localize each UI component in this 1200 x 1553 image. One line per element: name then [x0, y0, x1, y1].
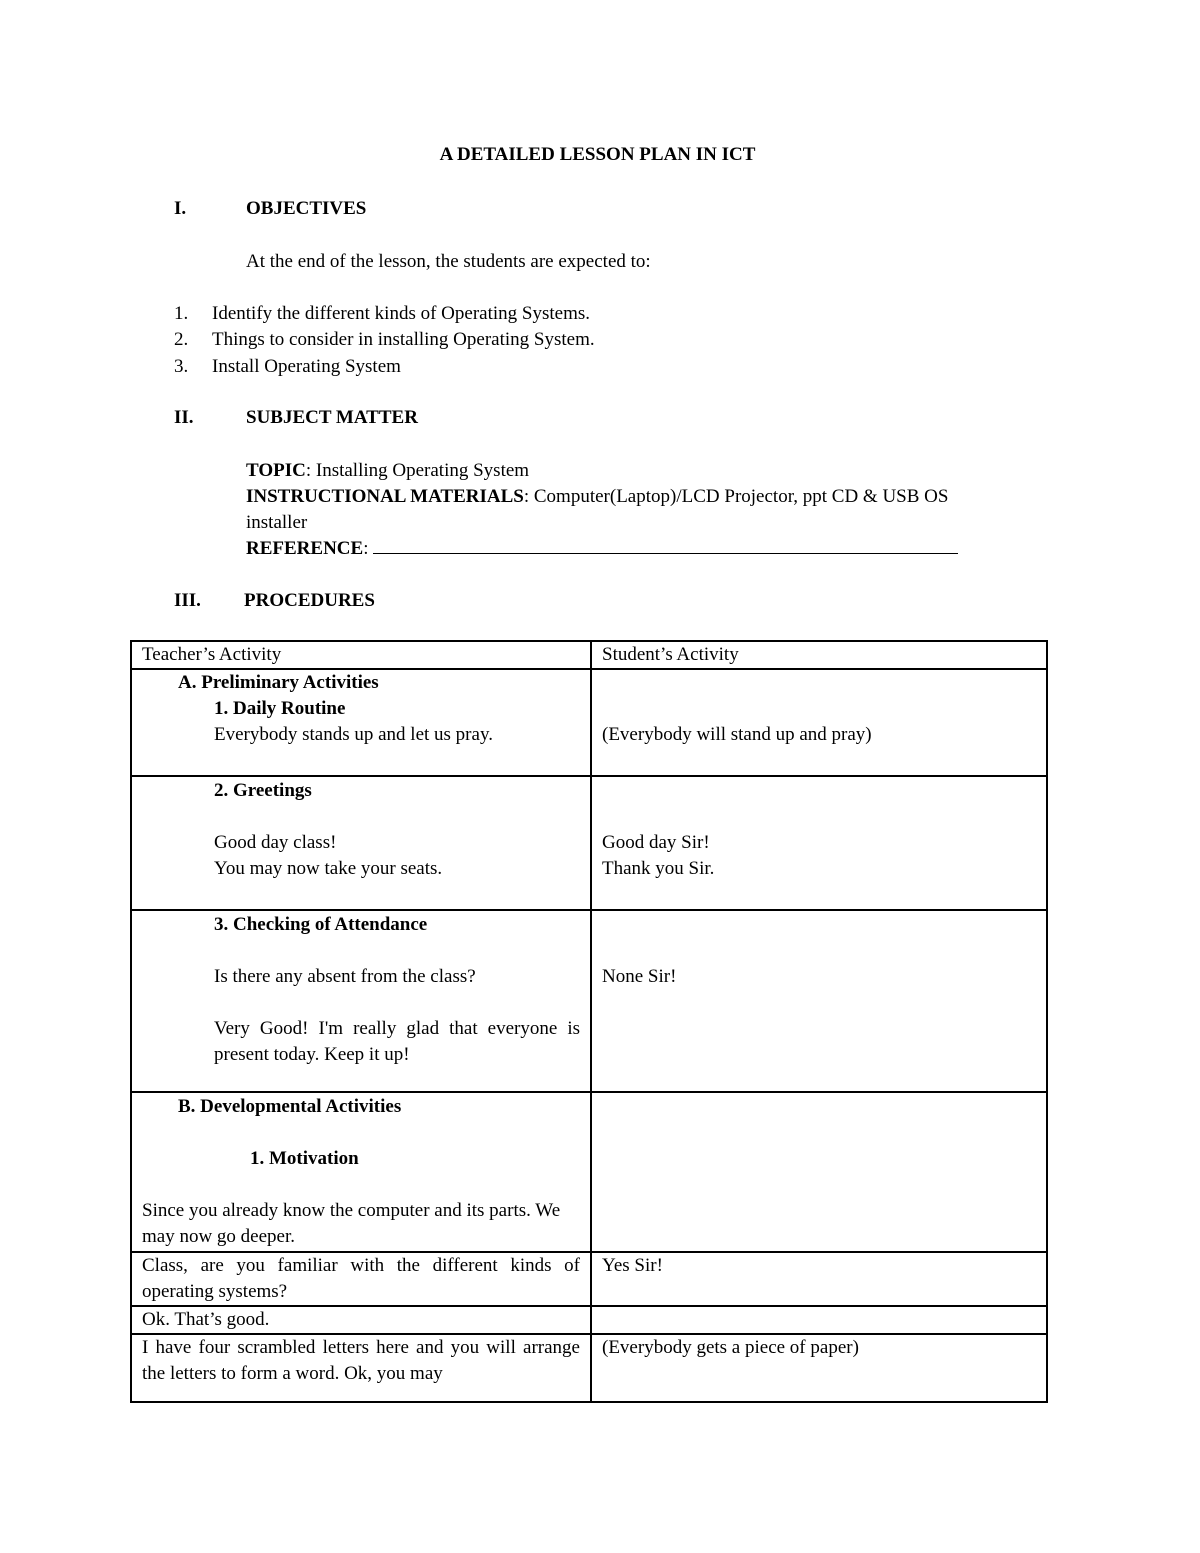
teacher-cell	[131, 669, 591, 776]
table-row	[131, 1306, 1047, 1334]
developmental-activities-heading: B. Developmental Activities	[178, 1096, 402, 1117]
topic-line	[246, 459, 529, 483]
student-cell	[591, 1092, 1047, 1252]
daily-routine-student-text: (Everybody will stand up and pray)	[602, 724, 872, 745]
objectives-intro: At the end of the lesson, the students are expected to:	[246, 251, 651, 272]
familiar-student-text: Yes Sir!	[591, 1252, 1047, 1306]
reference-blank-line	[373, 538, 958, 554]
topic-label: TOPIC	[246, 460, 306, 481]
teacher-cell	[131, 776, 591, 910]
document-title: A DETAILED LESSON PLAN IN ICT	[439, 144, 756, 165]
objective-number: 2.	[174, 329, 189, 350]
materials-label: INSTRUCTIONAL MATERIALS	[246, 486, 524, 507]
greetings-student-line: Good day Sir!	[602, 832, 710, 853]
good-teacher-text: Ok. That’s good.	[131, 1306, 591, 1334]
objectives-numeral: I.	[174, 198, 187, 219]
table-row	[131, 669, 1047, 776]
greetings-student-line: Thank you Sir.	[602, 858, 715, 879]
greetings-heading: 2. Greetings	[214, 780, 312, 801]
greetings-teacher-line: You may now take your seats.	[214, 858, 443, 879]
table-row	[131, 1092, 1047, 1252]
student-cell	[591, 669, 1047, 776]
subject-matter-heading: SUBJECT MATTER	[246, 407, 418, 428]
procedures-heading: PROCEDURES	[244, 590, 375, 611]
objective-number: 3.	[174, 356, 189, 377]
student-activity-header: Student’s Activity	[591, 641, 1047, 669]
reference-line	[246, 537, 958, 561]
table-row	[131, 776, 1047, 910]
teacher-activity-header: Teacher’s Activity	[131, 641, 591, 669]
topic-value: : Installing Operating System	[305, 460, 530, 481]
materials-value: : Computer(Laptop)/LCD Projector, ppt CD & USB OS	[523, 486, 949, 507]
motivation-teacher-text: Since you already know the computer and its parts. We may now go deeper.	[142, 1200, 561, 1247]
objective-item: Install Operating System	[212, 356, 401, 377]
student-cell	[591, 776, 1047, 910]
daily-routine-heading: 1. Daily Routine	[214, 698, 346, 719]
table-header-row	[131, 641, 1047, 669]
table-row	[131, 1252, 1047, 1306]
materials-line	[246, 485, 948, 509]
subject-matter-numeral: II.	[174, 407, 194, 428]
student-cell	[591, 910, 1047, 1092]
attendance-teacher-question: Is there any absent from the class?	[214, 966, 476, 987]
procedures-table	[130, 640, 1048, 1403]
attendance-teacher-praise: Very Good! I'm really glad that everyone is present today. Keep it up!	[214, 1018, 580, 1065]
daily-routine-teacher-text: Everybody stands up and let us pray.	[214, 724, 493, 745]
attendance-heading: 3. Checking of Attendance	[214, 914, 428, 935]
objective-item: Things to consider in installing Operating System.	[212, 329, 595, 350]
greetings-teacher-line: Good day class!	[214, 832, 337, 853]
familiar-teacher-text: Class, are you familiar with the different kinds of operating systems?	[131, 1252, 591, 1306]
preliminary-activities-heading: A. Preliminary Activities	[178, 672, 379, 693]
teacher-cell	[131, 910, 591, 1092]
attendance-student-answer: None Sir!	[602, 966, 677, 987]
scrambled-teacher-text: I have four scrambled letters here and you will arrange the letters to form a word. Ok, you may	[131, 1334, 591, 1402]
objective-number: 1.	[174, 303, 189, 324]
procedures-numeral: III.	[174, 590, 201, 611]
table-row	[131, 1334, 1047, 1402]
reference-colon: :	[363, 538, 374, 559]
materials-value-continued: installer	[246, 512, 308, 533]
motivation-heading: 1. Motivation	[250, 1148, 359, 1169]
table-row	[131, 910, 1047, 1092]
reference-label: REFERENCE	[246, 538, 364, 559]
objectives-heading: OBJECTIVES	[246, 198, 367, 219]
scrambled-student-text: (Everybody gets a piece of paper)	[591, 1334, 1047, 1402]
teacher-cell	[131, 1092, 591, 1252]
objective-item: Identify the different kinds of Operating Systems.	[212, 303, 590, 324]
student-cell	[591, 1306, 1047, 1334]
